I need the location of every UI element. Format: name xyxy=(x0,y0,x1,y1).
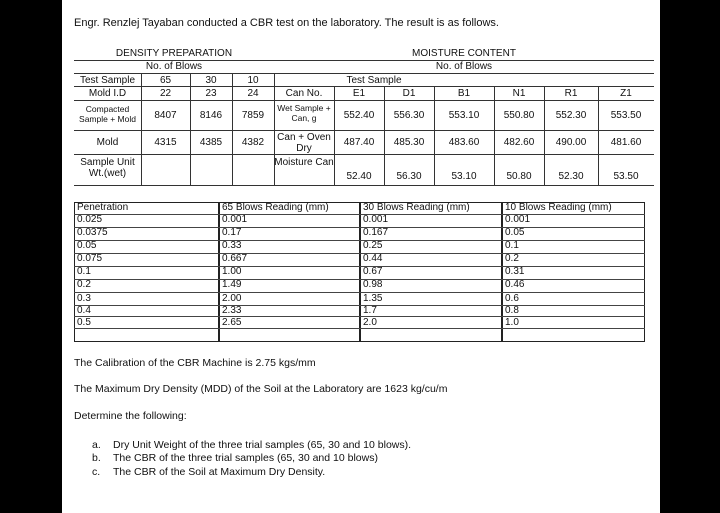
moisture-cell: 53.50 xyxy=(613,171,639,182)
density-cell: 7859 xyxy=(241,110,265,121)
penetration-header: 10 Blows Reading (mm) xyxy=(505,202,612,213)
penetration-cell: 2.33 xyxy=(222,305,242,316)
density-cell: 24 xyxy=(247,88,259,99)
penetration-header: 30 Blows Reading (mm) xyxy=(363,202,470,213)
penetration-cell: 0.001 xyxy=(363,214,389,225)
density-row-label: Mold xyxy=(96,137,119,148)
moisture-header-label: Test Sample xyxy=(346,75,402,86)
penetration-cell: 0.025 xyxy=(77,214,103,225)
density-row-label: Mold I.D xyxy=(88,88,127,99)
moisture-cell: 483.60 xyxy=(448,137,480,148)
moisture-cell: 485.30 xyxy=(393,137,425,148)
moisture-cell: R1 xyxy=(564,88,578,99)
penetration-cell: 2.65 xyxy=(222,317,242,328)
moisture-cell: 553.10 xyxy=(448,110,480,121)
moisture-cell: Z1 xyxy=(620,88,632,99)
penetration-cell: 0.2 xyxy=(505,253,519,264)
question-text: Dry Unit Weight of the three trial samples (65, 30 and 10 blows). xyxy=(113,439,412,451)
penetration-header: Penetration xyxy=(77,202,129,213)
penetration-cell: 0.1 xyxy=(505,240,519,251)
penetration-cell: 2.0 xyxy=(363,317,377,328)
density-cell: 4382 xyxy=(241,137,265,148)
penetration-cell: 0.5 xyxy=(77,317,91,328)
density-cell: 4315 xyxy=(154,137,177,148)
penetration-header: 65 Blows Reading (mm) xyxy=(222,202,329,213)
penetration-cell: 0.6 xyxy=(505,293,519,304)
density-cell: 4385 xyxy=(199,137,223,148)
moisture-cell: E1 xyxy=(352,88,366,99)
penetration-cell: 0.05 xyxy=(505,227,525,238)
density-cell: 8407 xyxy=(154,110,177,121)
density-cell: 10 xyxy=(247,75,259,86)
density-subtitle: No. of Blows xyxy=(145,61,203,72)
moisture-cell: 56.30 xyxy=(396,171,422,182)
determine-text: Determine the following: xyxy=(74,410,187,422)
density-cell: 22 xyxy=(159,88,172,99)
moisture-row-label: Wet Sample + Can, g xyxy=(277,103,331,123)
density-cell: 30 xyxy=(205,75,217,86)
intro-text: Engr. Renzlej Tayaban conducted a CBR test on the laboratory. The result is as follows. xyxy=(74,17,499,29)
moisture-cell: 556.30 xyxy=(393,110,425,121)
penetration-cell: 0.31 xyxy=(505,266,525,277)
moisture-cell: 50.80 xyxy=(506,171,532,182)
penetration-cell: 0.8 xyxy=(505,305,519,316)
question-marker: c. xyxy=(92,466,101,478)
penetration-cell: 1.7 xyxy=(363,305,377,316)
penetration-cell: 0.33 xyxy=(222,240,242,251)
moisture-cell: B1 xyxy=(457,88,471,99)
penetration-cell: 0.3 xyxy=(77,293,91,304)
penetration-cell: 0.4 xyxy=(77,305,91,316)
moisture-title: MOISTURE CONTENT xyxy=(412,48,516,59)
moisture-row-label: Moisture Can xyxy=(274,157,334,168)
moisture-row-label: Can + Oven Dry xyxy=(277,132,331,154)
moisture-cell: D1 xyxy=(402,88,416,99)
document-page xyxy=(62,0,660,513)
question-text: The CBR of the Soil at Maximum Dry Density. xyxy=(113,466,326,478)
penetration-cell: 0.075 xyxy=(77,253,103,264)
moisture-cell: 52.30 xyxy=(558,171,584,182)
moisture-subtitle: No. of Blows xyxy=(435,61,493,72)
penetration-cell: 0.67 xyxy=(363,266,383,277)
penetration-cell: 0.167 xyxy=(363,227,389,238)
density-row-label: Sample Unit Wt.(wet) xyxy=(80,157,135,179)
moisture-cell: N1 xyxy=(512,88,526,99)
penetration-cell: 0.46 xyxy=(505,279,525,290)
penetration-cell: 0.44 xyxy=(363,253,383,264)
calibration-text: The Calibration of the CBR Machine is 2.75 kgs/mm xyxy=(74,357,316,369)
moisture-cell: 553.50 xyxy=(610,110,642,121)
penetration-cell: 1.0 xyxy=(505,317,519,328)
mdd-text: The Maximum Dry Density (MDD) of the Soil at the Laboratory are 1623 kg/cu/m xyxy=(74,383,448,395)
density-title: DENSITY PREPARATION xyxy=(115,48,233,59)
penetration-cell: 0.0375 xyxy=(77,227,108,238)
penetration-cell: 0.667 xyxy=(222,253,248,264)
penetration-cell: 0.1 xyxy=(77,266,91,277)
density-row-label: Compacted Sample + Mold xyxy=(79,104,136,124)
moisture-cell: 53.10 xyxy=(451,171,477,182)
moisture-cell: 487.40 xyxy=(343,137,375,148)
penetration-cell: 0.2 xyxy=(77,279,91,290)
moisture-row-label: Can No. xyxy=(285,88,323,99)
penetration-cell: 2.00 xyxy=(222,293,242,304)
penetration-cell: 1.00 xyxy=(222,266,242,277)
question-text: The CBR of the three trial samples (65, 30 and 10 blows) xyxy=(113,452,378,464)
moisture-cell: 550.80 xyxy=(503,110,535,121)
moisture-cell: 552.40 xyxy=(343,110,375,121)
density-cell: 65 xyxy=(159,75,172,86)
penetration-cell: 0.25 xyxy=(363,240,383,251)
penetration-cell: 0.001 xyxy=(222,214,248,225)
density-cell: 23 xyxy=(205,88,217,99)
question-marker: a. xyxy=(92,439,101,451)
moisture-cell: 482.60 xyxy=(503,137,535,148)
penetration-cell: 1.35 xyxy=(363,293,383,304)
penetration-cell: 1.49 xyxy=(222,279,242,290)
moisture-cell: 552.30 xyxy=(555,110,587,121)
penetration-cell: 0.05 xyxy=(77,240,97,251)
penetration-cell: 0.98 xyxy=(363,279,383,290)
density-row-label: Test Sample xyxy=(79,75,136,86)
moisture-cell: 481.60 xyxy=(610,137,642,148)
penetration-cell: 0.001 xyxy=(505,214,531,225)
moisture-cell: 490.00 xyxy=(555,137,587,148)
question-marker: b. xyxy=(92,452,101,464)
moisture-cell: 52.40 xyxy=(346,171,372,182)
density-cell: 8146 xyxy=(199,110,223,121)
penetration-cell: 0.17 xyxy=(222,227,242,238)
